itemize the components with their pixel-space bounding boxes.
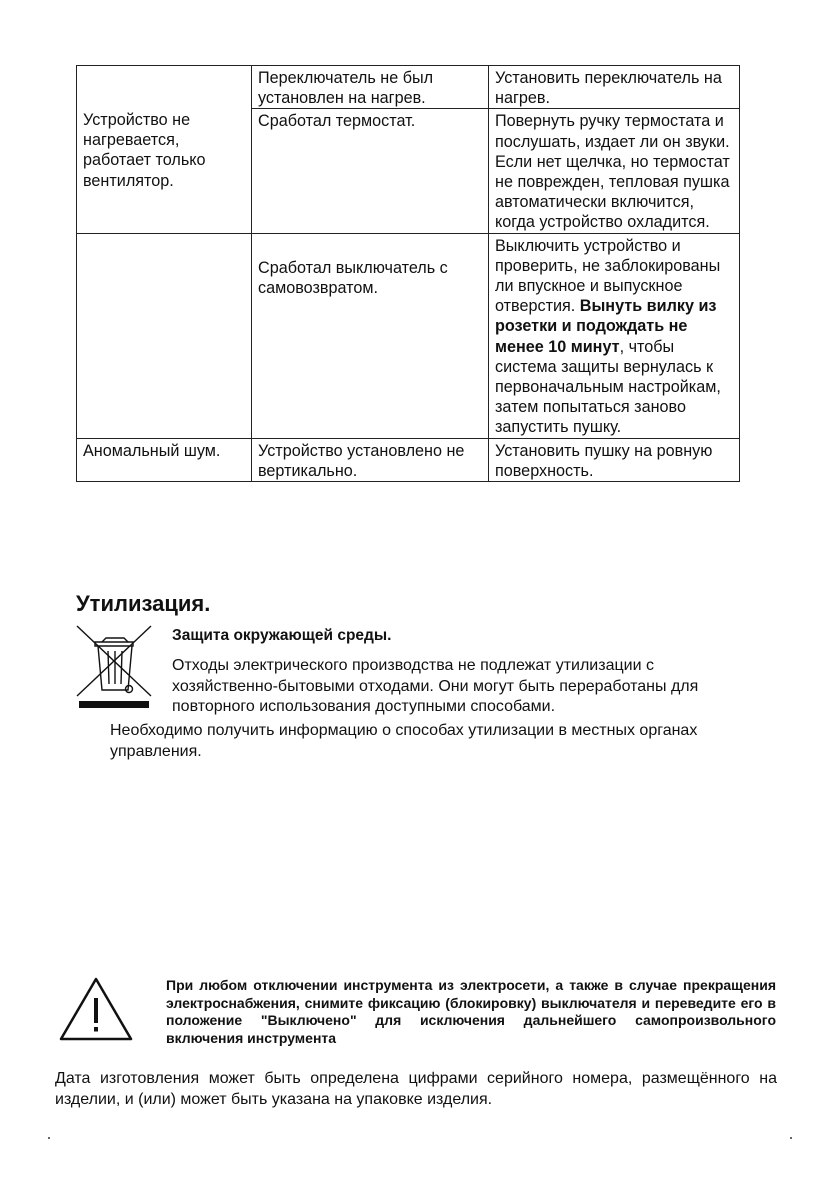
- cause-cell: Сработал выключатель с самовозвратом.: [252, 233, 489, 438]
- solution-cell: Повернуть ручку термостата и послушать, издает ли он звуки. Если нет щелчка, но термостат не поврежден, тепловая пушка автоматически включится, когда устройство охладится.: [489, 109, 740, 233]
- table-row: [77, 233, 740, 438]
- table-row: [77, 438, 740, 481]
- troubleshooting-table: [76, 65, 740, 482]
- local-authority-text: Необходимо получить информацию о способах утилизации в местных органах управления.: [110, 722, 698, 760]
- solution-text-end: , чтобы система защиты вернулась к первоначальным настройкам, затем попытаться заново запустить пушку.: [495, 337, 721, 437]
- environment-title: Защита окружающей среды.: [172, 627, 392, 644]
- problem-cell: Устройство не нагревается, работает только вентилятор.: [77, 66, 252, 234]
- disposal-heading: Утилизация.: [76, 591, 211, 616]
- cause-cell: Переключатель не был установлен на нагрев.: [252, 66, 489, 109]
- solution-cell: Установить пушку на ровную поверхность.: [489, 438, 740, 481]
- problem-cell: Аномальный шум.: [77, 438, 252, 481]
- manufacture-date-text: Дата изготовления может быть определена цифрами серийного номера, размещённого на изделии, и (или) может быть указана на упаковке изделия.: [55, 1070, 777, 1108]
- problem-cell: [77, 233, 252, 438]
- page-mark: [790, 1137, 792, 1139]
- page-mark: [48, 1137, 50, 1139]
- solution-bold-text: Вынуть вилку из розетки и подождать не менее 10 минут: [495, 297, 717, 356]
- crossed-out-wheelie-bin-icon: [75, 624, 153, 710]
- solution-text: Выключить устройство и проверить, не заблокированы ли впускное и выпускное отверстия.: [495, 236, 721, 316]
- cause-cell: Сработал термостат.: [252, 109, 489, 233]
- solution-cell: [489, 233, 740, 438]
- table-row: [77, 66, 740, 109]
- warning-text: При любом отключении инструмента из электросети, а также в случае прекращения электроснабжения, снимите фиксацию (блокировку) выключателя и переведите его в положение "Выключено" для исключения дальнейшего самопроизвольного включения инструмента: [166, 977, 776, 1046]
- warning-triangle-icon: [58, 976, 134, 1042]
- environment-text: Отходы электрического производства не подлежат утилизации с хозяйственно-бытовыми отходами. Они могут быть переработаны для повторного использования доступными способами.: [172, 657, 699, 715]
- solution-cell: Установить переключатель на нагрев.: [489, 66, 740, 109]
- cause-cell: Устройство установлено не вертикально.: [252, 438, 489, 481]
